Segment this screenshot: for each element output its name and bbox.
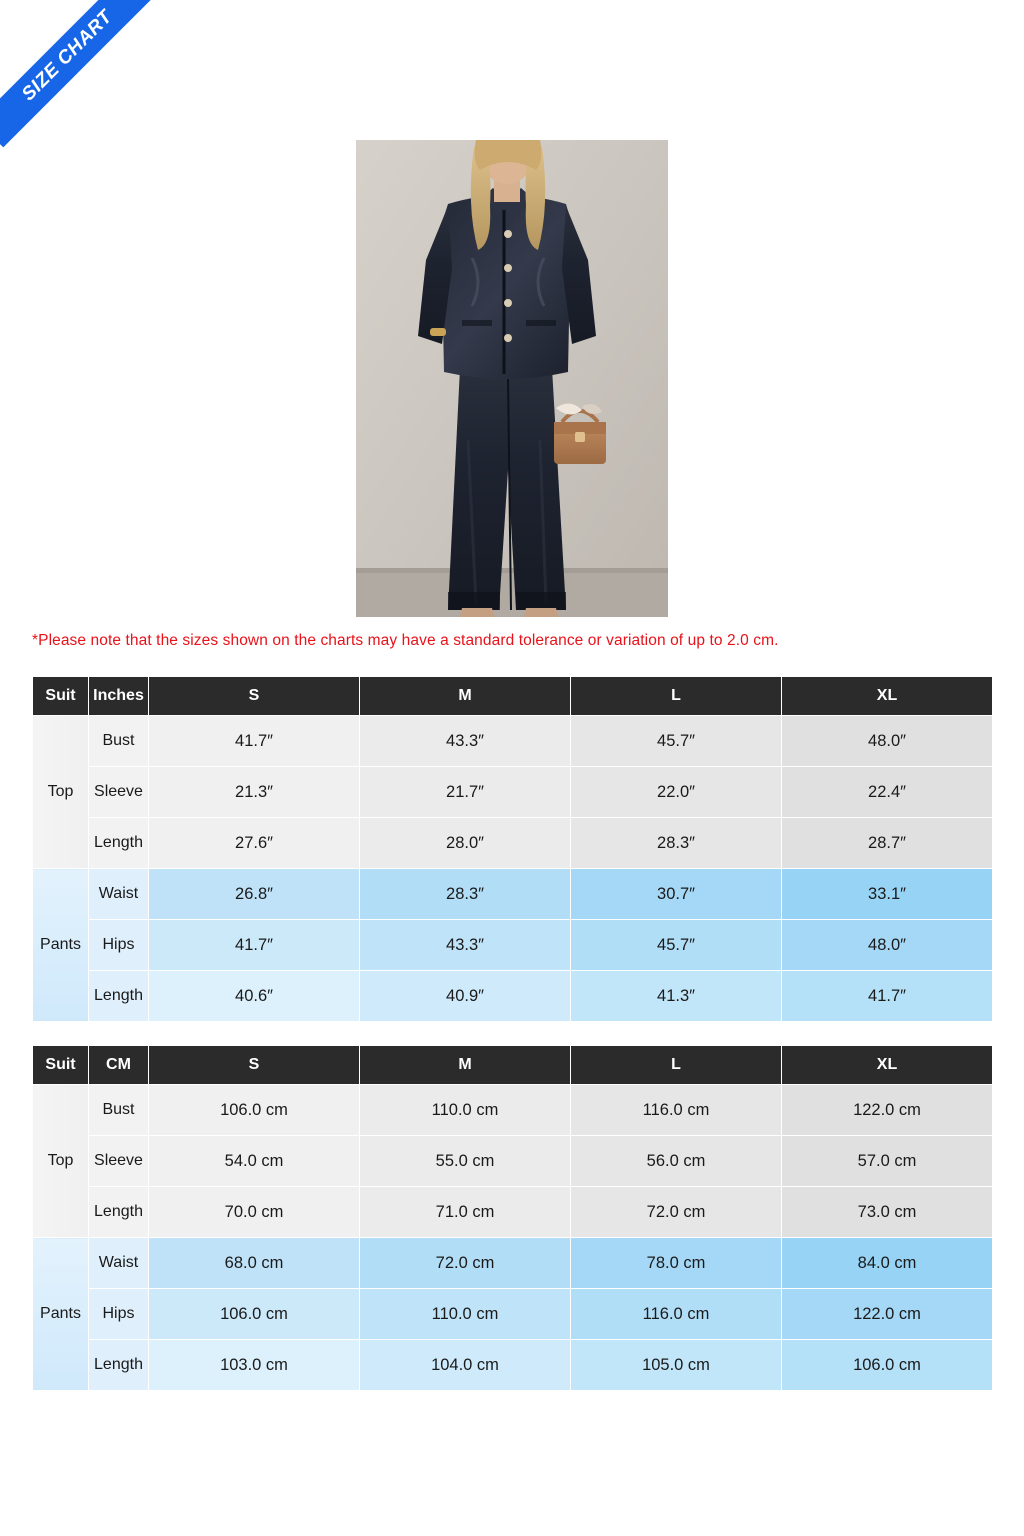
group-top [33,1085,993,1238]
cell-bust-l: 116.0 cm [571,1085,782,1136]
cell-top-length-l: 72.0 cm [571,1187,782,1238]
header-suit: Suit [33,1046,89,1085]
row-label-waist: Waist [89,1238,149,1289]
row-label-waist: Waist [89,869,149,920]
cell-bust-xl: 48.0″ [782,716,993,767]
header-size-xl: XL [782,1046,993,1085]
cell-top-length-s: 70.0 cm [149,1187,360,1238]
size-chart-cm [32,1045,993,1391]
cell-sleeve-l: 22.0″ [571,767,782,818]
cell-hips-xl: 48.0″ [782,920,993,971]
cell-waist-s: 68.0 cm [149,1238,360,1289]
cell-waist-s: 26.8″ [149,869,360,920]
cell-sleeve-m: 21.7″ [360,767,571,818]
header-size-s: S [149,677,360,716]
cell-bust-l: 45.7″ [571,716,782,767]
product-image [356,140,668,617]
cell-sleeve-s: 21.3″ [149,767,360,818]
row-label-pants-length: Length [89,1340,149,1391]
cell-hips-l: 45.7″ [571,920,782,971]
table-row [33,1289,993,1340]
header-unit: Inches [89,677,149,716]
table-header-row [33,677,993,716]
cell-top-length-s: 27.6″ [149,818,360,869]
tolerance-note: *Please note that the sizes shown on the charts may have a standard tolerance or variation of up to 2.0 cm. [32,632,779,649]
table-row [33,869,993,920]
group-top [33,716,993,869]
cell-top-length-m: 28.0″ [360,818,571,869]
group-label-pants: Pants [33,1238,89,1391]
table-row [33,1187,993,1238]
row-label-bust: Bust [89,716,149,767]
cell-waist-m: 72.0 cm [360,1238,571,1289]
group-label-top: Top [33,1085,89,1238]
product-image-illustration [356,140,668,617]
cell-pants-length-l: 41.3″ [571,971,782,1022]
row-label-hips: Hips [89,920,149,971]
table-row [33,971,993,1022]
row-label-top-length: Length [89,1187,149,1238]
header-size-l: L [571,1046,782,1085]
cell-hips-m: 110.0 cm [360,1289,571,1340]
table-row [33,1136,993,1187]
table-row [33,1085,993,1136]
group-pants [33,869,993,1022]
cell-waist-xl: 33.1″ [782,869,993,920]
cell-sleeve-s: 54.0 cm [149,1136,360,1187]
cell-waist-l: 30.7″ [571,869,782,920]
header-suit: Suit [33,677,89,716]
cell-bust-s: 41.7″ [149,716,360,767]
row-label-hips: Hips [89,1289,149,1340]
cell-bust-xl: 122.0 cm [782,1085,993,1136]
group-label-pants: Pants [33,869,89,1022]
row-label-sleeve: Sleeve [89,767,149,818]
row-label-top-length: Length [89,818,149,869]
table-row [33,716,993,767]
cell-waist-m: 28.3″ [360,869,571,920]
cell-sleeve-m: 55.0 cm [360,1136,571,1187]
row-label-sleeve: Sleeve [89,1136,149,1187]
cell-sleeve-xl: 57.0 cm [782,1136,993,1187]
table-row [33,767,993,818]
cell-waist-xl: 84.0 cm [782,1238,993,1289]
row-label-pants-length: Length [89,971,149,1022]
cell-hips-m: 43.3″ [360,920,571,971]
cell-pants-length-xl: 41.7″ [782,971,993,1022]
cell-waist-l: 78.0 cm [571,1238,782,1289]
table-row [33,1238,993,1289]
table-header-row [33,1046,993,1085]
table-row [33,1340,993,1391]
cell-pants-length-m: 40.9″ [360,971,571,1022]
cell-bust-m: 43.3″ [360,716,571,767]
row-label-bust: Bust [89,1085,149,1136]
cell-pants-length-xl: 106.0 cm [782,1340,993,1391]
cell-top-length-m: 71.0 cm [360,1187,571,1238]
size-chart-inches [32,676,993,1022]
header-size-m: M [360,1046,571,1085]
header-size-l: L [571,677,782,716]
group-pants [33,1238,993,1391]
table-row [33,920,993,971]
cell-pants-length-s: 40.6″ [149,971,360,1022]
cell-pants-length-s: 103.0 cm [149,1340,360,1391]
cell-hips-xl: 122.0 cm [782,1289,993,1340]
cell-top-length-xl: 73.0 cm [782,1187,993,1238]
size-chart-ribbon-label: SIZE CHART [0,0,159,147]
cell-hips-s: 41.7″ [149,920,360,971]
cell-top-length-xl: 28.7″ [782,818,993,869]
cell-pants-length-m: 104.0 cm [360,1340,571,1391]
group-label-top: Top [33,716,89,869]
cell-sleeve-xl: 22.4″ [782,767,993,818]
table-row [33,818,993,869]
header-size-s: S [149,1046,360,1085]
header-size-m: M [360,677,571,716]
cell-hips-l: 116.0 cm [571,1289,782,1340]
cell-bust-m: 110.0 cm [360,1085,571,1136]
cell-bust-s: 106.0 cm [149,1085,360,1136]
cell-sleeve-l: 56.0 cm [571,1136,782,1187]
cell-top-length-l: 28.3″ [571,818,782,869]
cell-pants-length-l: 105.0 cm [571,1340,782,1391]
cell-hips-s: 106.0 cm [149,1289,360,1340]
size-chart-ribbon [0,0,160,160]
header-size-xl: XL [782,677,993,716]
header-unit: CM [89,1046,149,1085]
